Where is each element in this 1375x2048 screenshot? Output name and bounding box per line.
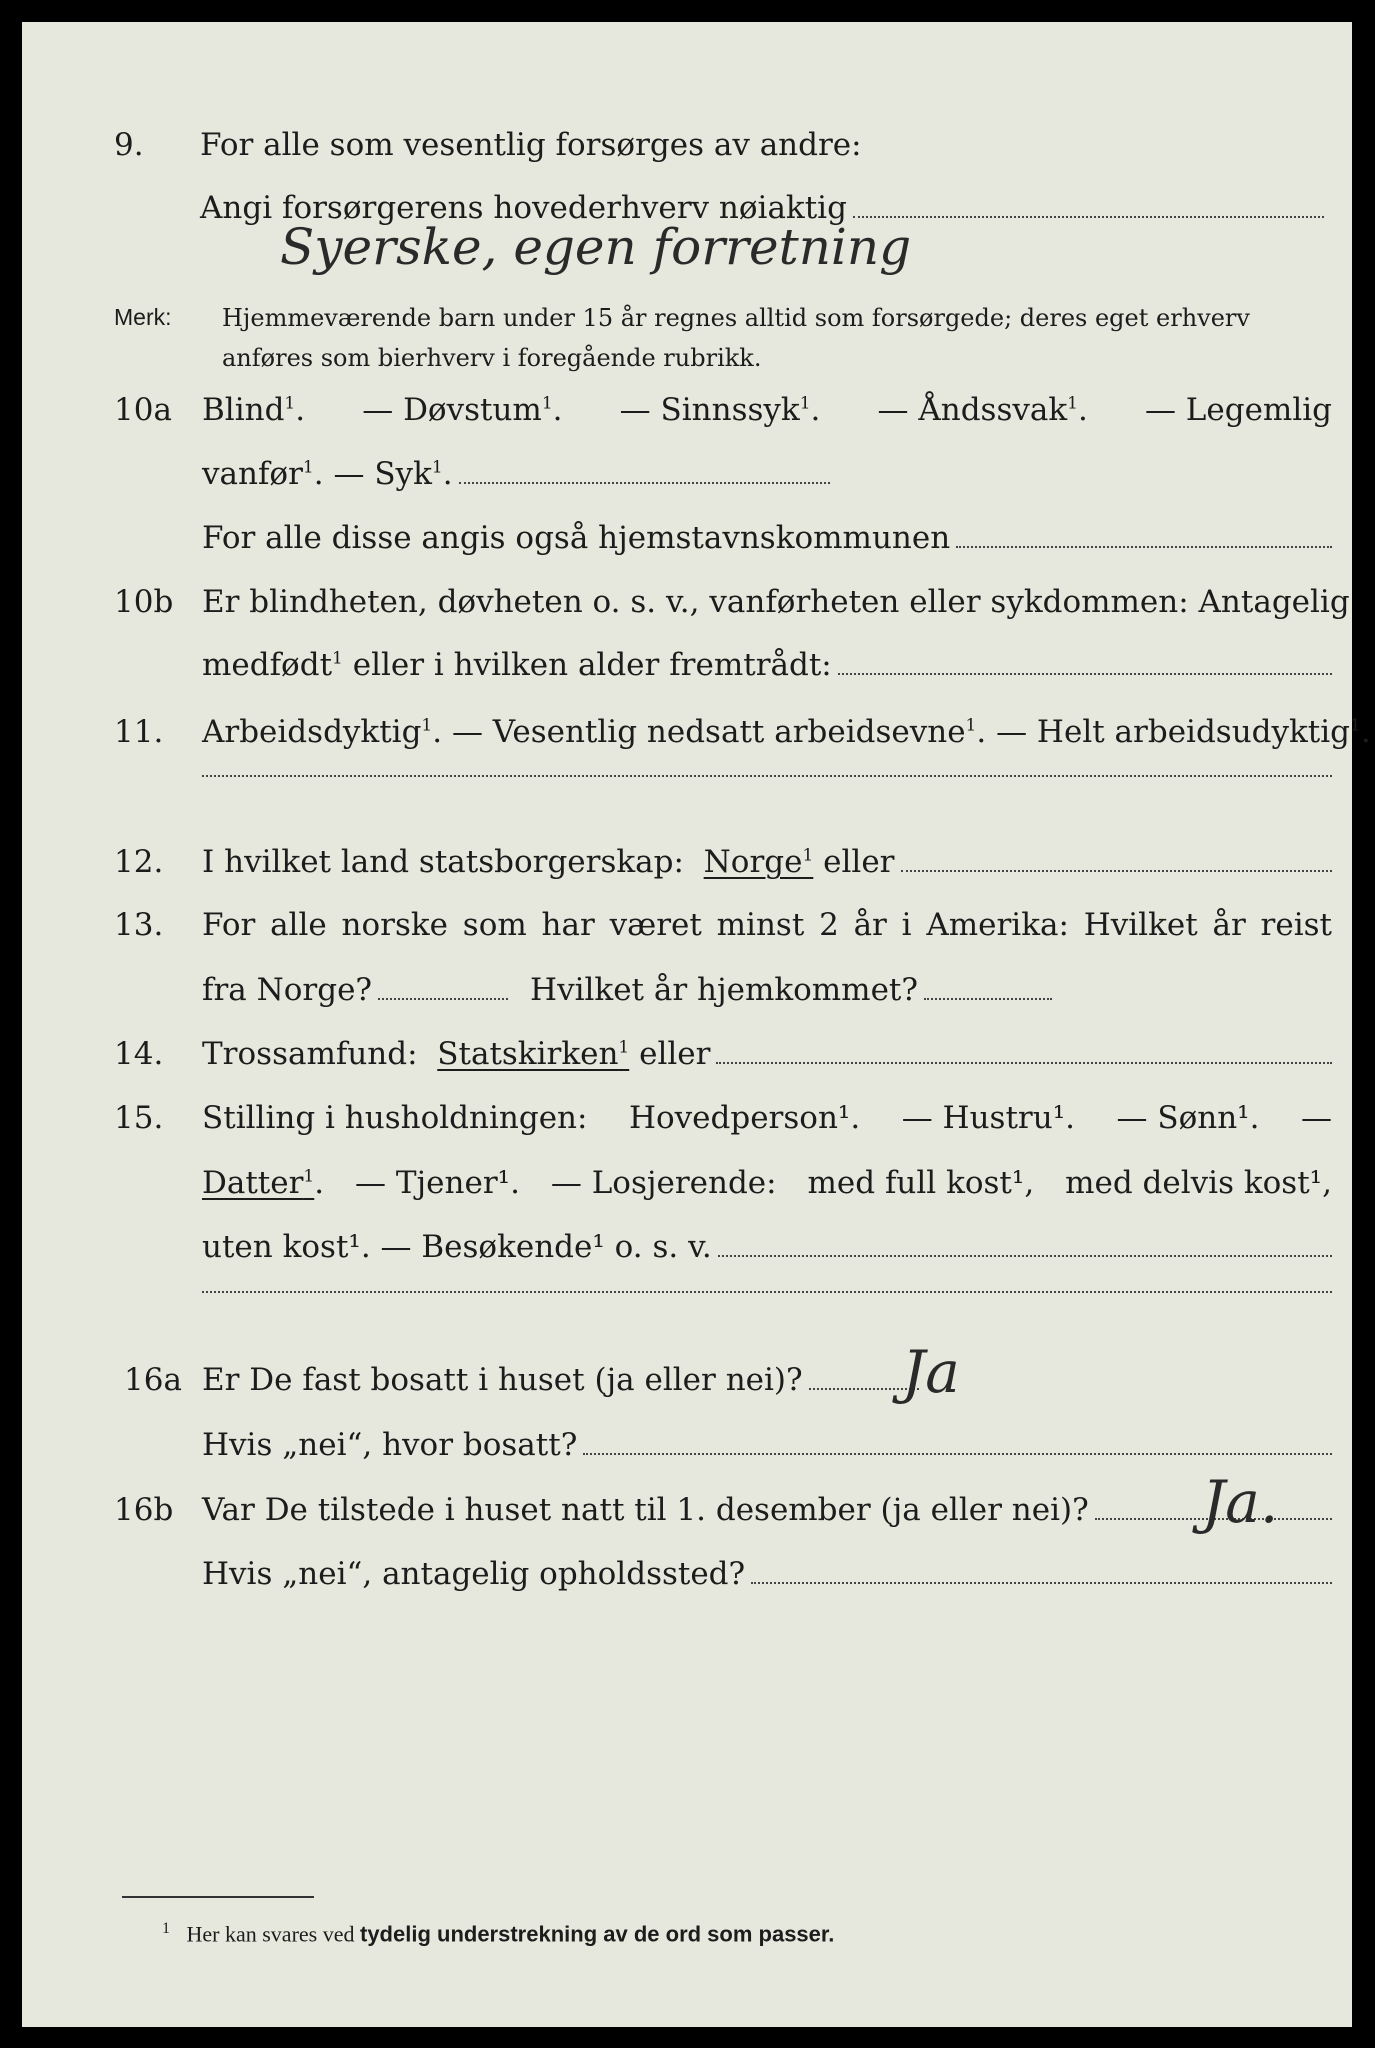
q15-answer-line [718,1254,1332,1257]
q10b-medfodt: medfødt$^1$ [202,647,343,683]
q16b-text: Var De tilstede i huset natt til 1. desember (ja eller nei)? [202,1492,1089,1528]
q10b-text: Er blindheten, døvheten o. s. v., vanførheten eller sykdommen: Antagelig [202,584,1350,620]
q13-hjemkommet: Hvilket år hjemkommet? [530,972,919,1008]
footnote-reference-mark: 1 [1067,393,1078,414]
q10a-blind: Blind$^1$. [202,392,306,428]
q15-uten-kost: uten kost¹. — Besøkende¹ o. s. v. [202,1229,712,1265]
q12-text: I hvilket land statsborgerskap: [202,844,684,880]
q11-number: 11. [114,714,164,750]
q10a-andssvak: — Åndssvak$^1$. [877,392,1088,428]
q16a-number: 16a [124,1362,182,1398]
q15-datter-underlined: Datter$^1$. [202,1165,325,1201]
q15-line3 [22,1229,1352,1285]
q13-line2 [22,972,1352,1028]
q10a-hjemstavn-line [956,545,1332,548]
q13-text: For alle norske som har været minst 2 år i Amerika: Hvilket år reist [202,907,1332,943]
q13-fra-norge: fra Norge? [202,972,373,1008]
q13-line1 [22,907,1352,963]
footnote-mark: 1 [162,1920,170,1937]
q15-losjerende: — Losjerende: [550,1165,777,1201]
q16b-opholdssted-line [751,1581,1332,1584]
q16a-handwritten-answer: Ja [902,1338,960,1406]
q13-reist-line [378,997,508,1000]
q16a-bosatt-line [583,1452,1332,1455]
q16b-line2 [22,1556,1352,1612]
q12-line [22,844,1352,900]
merk-line1: Hjemmeværende barn under 15 år regnes alltid som forsørgede; deres eget erhverv [222,304,1250,332]
q12-eller: eller [823,844,895,880]
q15-answer-row [22,1290,1352,1346]
q9-text: For alle som vesentlig forsørges av andre: [200,127,862,163]
q13-number: 13. [114,907,164,943]
q9-answer-line [853,215,1324,218]
footnote-reference-mark: 1 [618,1037,630,1058]
footnote [162,1920,834,1947]
q15-sonn: — Sønn¹. [1116,1100,1260,1136]
q10a-syk-line [459,481,830,484]
q14-line [22,1036,1352,1092]
q10a-line2 [22,456,1352,512]
q14-answer-line [716,1061,1332,1064]
footnote-reference-mark: 1 [431,457,443,478]
q10a-line1 [22,392,1352,448]
census-form-page [22,22,1371,2027]
q10b-line1 [22,584,1352,640]
q15-tjener: — Tjener¹. [355,1165,520,1201]
q11-arbeidsdyktig: Arbeidsdyktig$^1$ [202,714,433,750]
q10a-line3 [22,520,1352,576]
q10a-legemlig: — Legemlig [1144,392,1332,428]
q13-hjemkommet-line [924,997,1052,1000]
footnote-reference-mark: 1 [802,845,814,866]
footnote-reference-mark: 1 [965,715,977,736]
q14-number: 14. [114,1036,164,1072]
footnote-reference-mark: 1 [1350,715,1361,736]
q9-line1 [22,127,1352,183]
q11-udyktig: . — Helt arbeidsudyktig$^1$. [976,714,1371,750]
q15-number: 15. [114,1100,164,1136]
footnote-bold: tydelig understrekning av de ord som passer. [360,1921,835,1947]
q15-line1 [22,1100,1352,1156]
q16b-line1 [22,1492,1352,1548]
q15-delvis-kost: med delvis kost¹, [1065,1165,1332,1201]
q12-norge-underlined: Norge$^1$ [703,844,814,880]
q15-hustru: — Hustru¹. [901,1100,1075,1136]
q9-number: 9. [114,127,144,163]
footnote-plain: Her kan svares ved [186,1921,355,1947]
q10a-syk: — Syk$^1$. [333,456,453,492]
q11-answer-line [202,774,1332,777]
footnote-reference-mark: 1 [302,457,314,478]
q16b-handwritten-answer: Ja. [1202,1468,1279,1536]
q10a-number: 10a [114,392,172,428]
footnote-reference-mark: 1 [284,393,296,414]
q11-answer-row [22,774,1352,830]
q10b-line2 [22,647,1352,703]
footnote-reference-mark: 1 [332,648,343,669]
q12-answer-line [901,869,1333,872]
q10a-sinnssyk: — Sinnssyk$^1$. [619,392,821,428]
q10a-vanfor: vanfør$^1$. [202,456,334,492]
q10a-dovstum: — Døvstum$^1$. [362,392,563,428]
q15-stilling: Stilling i husholdningen: [202,1100,588,1136]
q15-answer-line2 [202,1290,1332,1293]
q15-dash: — [1300,1100,1332,1136]
q14-eller: eller [639,1036,711,1072]
q9-handwritten-answer: Syerske, egen forretning [280,218,912,276]
q16a-line2 [22,1427,1352,1483]
q12-number: 12. [114,844,164,880]
q16a-text: Er De fast bosatt i huset (ja eller nei)? [202,1362,803,1398]
merk-label: Merk: [114,304,172,330]
q16a-hvor-bosatt: Hvis „nei“, hvor bosatt? [202,1427,578,1463]
q10b-answer-line [838,672,1332,675]
footnote-rule [122,1896,314,1898]
footnote-reference-mark: 1 [421,715,433,736]
q16b-opholdssted: Hvis „nei“, antagelig opholdssted? [202,1556,746,1592]
q10b-alder: eller i hvilken alder fremtrådt: [352,647,832,683]
q11-line [22,714,1371,770]
footnote-reference-mark: 1 [303,1166,315,1187]
q9-question: Angi forsørgerens hovederhverv nøiaktig [200,190,847,226]
q11-nedsatt: . — Vesentlig nedsatt arbeidsevne$^1$ [432,714,977,750]
q16a-line1 [22,1362,1352,1418]
q15-hovedperson: Hovedperson¹. [628,1100,861,1136]
q10b-number: 10b [114,584,174,620]
footnote-reference-mark: 1 [541,393,553,414]
q15-full-kost: med full kost¹, [807,1165,1035,1201]
q15-line2 [22,1165,1352,1221]
q16b-number: 16b [114,1492,174,1528]
q14-statskirken-underlined: Statskirken$^1$ [437,1036,630,1072]
merk-line2: anføres som bierhverv i foregående rubrikk. [222,344,762,372]
q10a-hjemstavn: For alle disse angis også hjemstavnskommunen [202,520,951,556]
q14-text: Trossamfund: [202,1036,418,1072]
footnote-reference-mark: 1 [799,393,811,414]
